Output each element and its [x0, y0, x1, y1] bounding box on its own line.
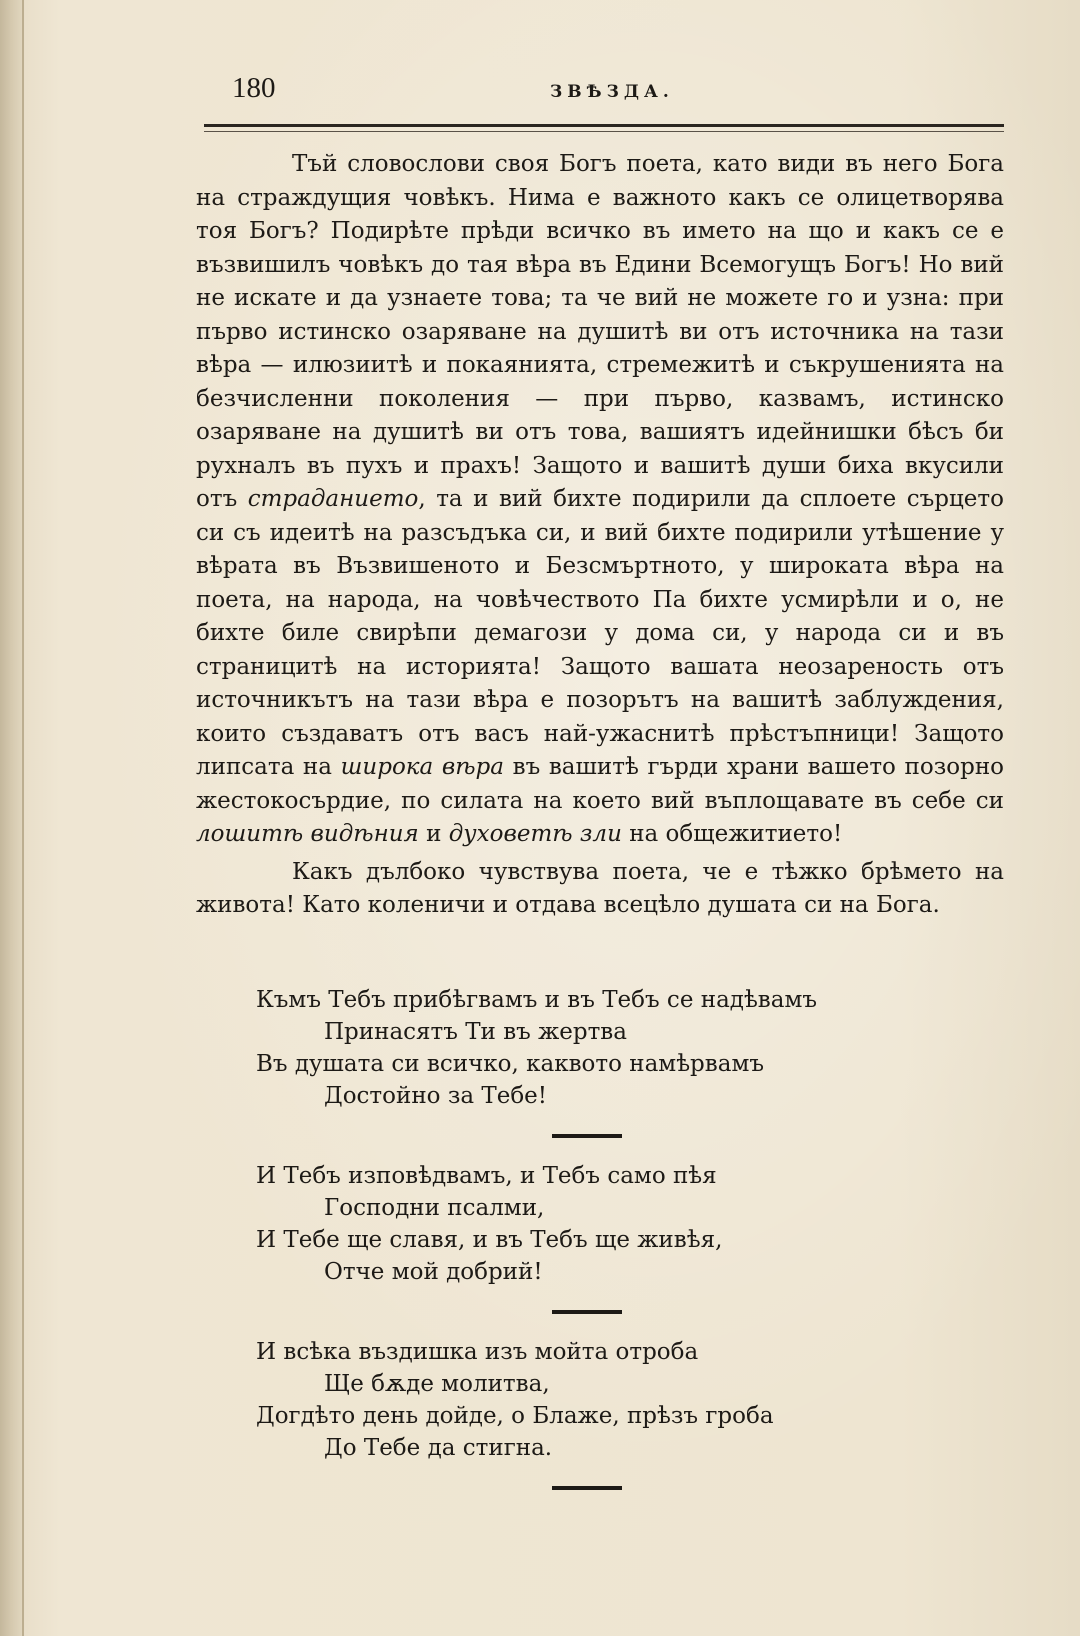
paragraph-1-part-1: Тъй словослови своя Богъ поета, като види въ него Бога на страждущия човѣкъ. Нима е важното какъ се олицетворява тоя Богъ? Подирѣте прѣди всичко въ името на що и какъ се е възвишилъ човѣкъ до тая вѣра въ Едини Всемогущъ Богъ! Но вий не искате и да узнаете това; та че вий не можете го и узна: при първо истинско озаряване на душитѣ ви отъ источника на тази вѣра — илюзиитѣ и покаянията, стремежитѣ и съкрушенията на безчисленни поколения — при първо, казвамъ, истинско озаряване на душитѣ ви отъ това, вашиятъ идейнишки бѣсъ би рухналъ въ пухъ и прахъ! Защото и вашитѣ души биха вкусили отъ: [196, 151, 1004, 512]
paragraph-1-part-4: и: [418, 821, 449, 847]
paragraph-1-part-5: на общежитието!: [621, 821, 843, 847]
paragraph-1-part-2: , та и вий бихте подирили да сплоете сърцето си съ идеитѣ на разсъдъка си, и вий бихте подирили утѣшение у вѣрата въ Възвишеното и Безсмъртното, у широката вѣра на поета, на народа, на човѣчеството Па бихте усмирѣли и о, не бихте биле свирѣпи демагози у дома си, у народа си и въ страницитѣ на историята! Защото вашата неозареность отъ источникътъ на тази вѣра е позорътъ на вашитѣ заблуждения, които създаватъ отъ васъ най-ужаснитѣ прѣстъпници! Защото липсата на: [196, 486, 1004, 780]
italic-phrase: страданието: [247, 486, 419, 512]
gutter-fold-line: [22, 0, 24, 1636]
poem-line: И всѣка въздишка изъ мойта отроба: [256, 1339, 699, 1365]
poem-line: Достойно за Тебе!: [324, 1083, 548, 1109]
paragraph-2: Какъ дълбоко чувствува поета, че е тѣжко брѣмето на живота! Като коленичи и отдава всецѣло душата си на Бога.: [196, 858, 1004, 918]
poem-stanza-3: [256, 1336, 996, 1464]
poem-line: Отче мой добрий!: [324, 1259, 543, 1285]
italic-phrase: духоветѣ зли: [448, 821, 622, 847]
poem-line: И Тебе ще славя, и въ Тебъ ще живѣя,: [256, 1227, 723, 1253]
body-text: [196, 148, 1004, 923]
italic-phrase: лошитѣ видѣния: [196, 821, 419, 847]
running-title: ЗВѢЗДА.: [550, 82, 674, 102]
stanza-divider: [552, 1310, 622, 1314]
end-divider: [552, 1486, 622, 1490]
poem-stanza-2: [256, 1160, 996, 1288]
page-number: 180: [232, 72, 276, 104]
paragraph-1: [196, 148, 1004, 852]
paragraph-1-part-3: въ вашитѣ гърди храни вашето позорно жестокосърдие, по силата на което вий въплощавате въ себе си: [196, 754, 1005, 814]
page-gutter: [0, 0, 24, 1636]
poem-line: Къмъ Тебъ прибѣгвамъ и въ Тебъ се надѣвамъ: [256, 987, 817, 1013]
poem-line: Въ душата си всичко, каквото намѣрвамъ: [256, 1051, 764, 1077]
italic-phrase: широка вѣра: [340, 754, 504, 780]
poem-line: Ще бѫде молитва,: [324, 1371, 550, 1397]
stanza-divider: [552, 1134, 622, 1138]
header-rule: [204, 124, 1004, 127]
header-rule-thin: [204, 131, 1004, 132]
poem-line: И Тебъ изповѣдвамъ, и Тебъ само пѣя: [256, 1163, 717, 1189]
poem-line: Господни псалми,: [324, 1195, 545, 1221]
poem-stanza-1: [256, 984, 996, 1112]
poem-line: Догдѣто день дойде, о Блаже, прѣзъ гроба: [256, 1403, 774, 1429]
poem-line: Принасятъ Ти въ жертва: [324, 1019, 627, 1045]
page-header: [232, 72, 1004, 116]
poem-line: До Тебе да стигна.: [324, 1435, 553, 1461]
poem: [256, 984, 996, 1512]
